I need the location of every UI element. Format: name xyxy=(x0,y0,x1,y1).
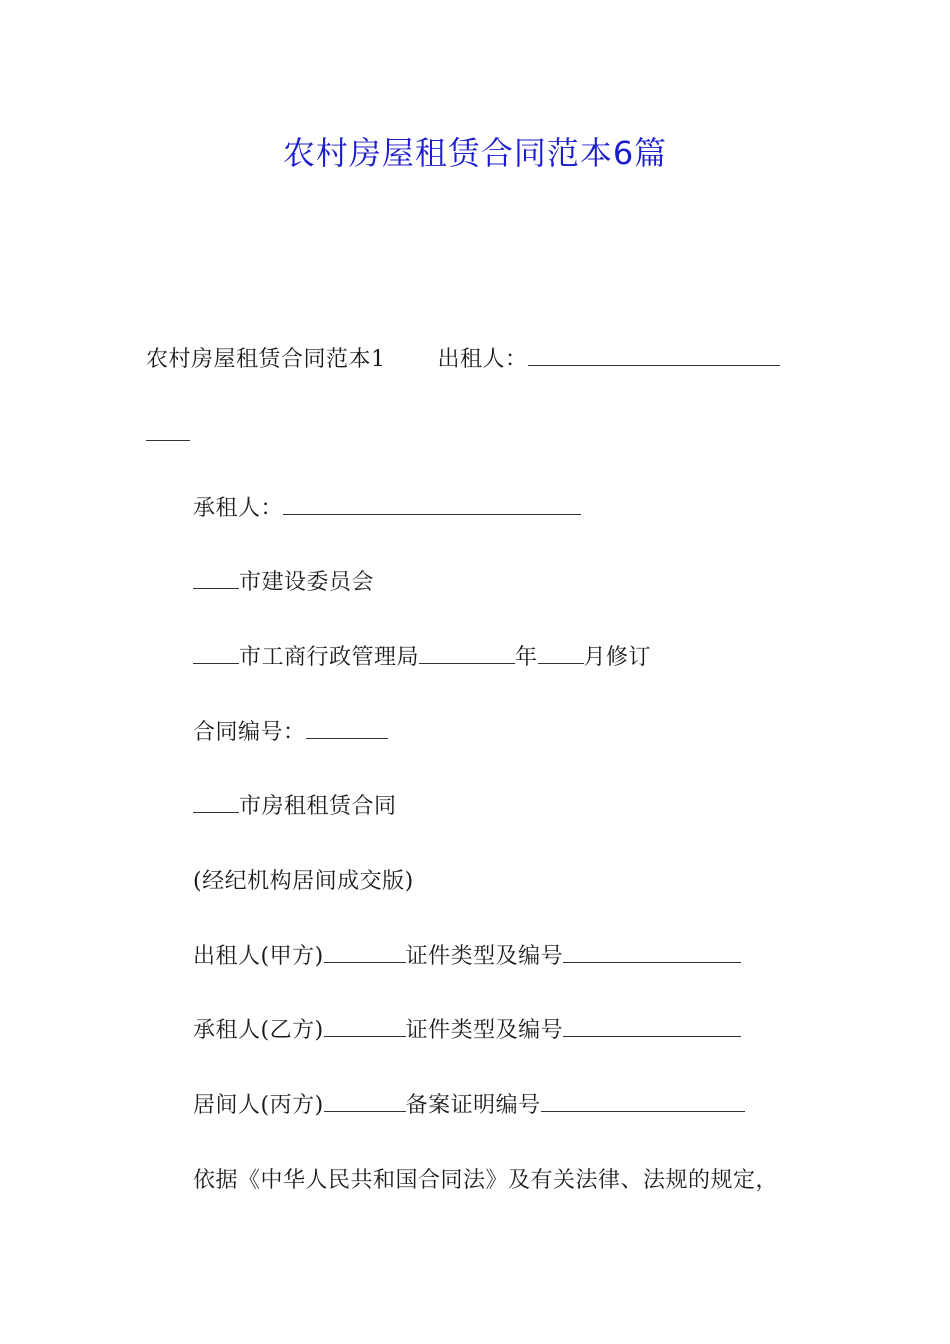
lessee-blank xyxy=(283,494,581,515)
party-b-id-blank xyxy=(563,1016,741,1037)
document-title: 农村房屋租赁合同范本6篇 xyxy=(282,134,668,172)
line-contract-number xyxy=(193,718,388,748)
party-c-record-label: 备案证明编号 xyxy=(405,1093,541,1118)
contract-number-label: 合同编号： xyxy=(193,720,306,745)
line-contract-name xyxy=(193,792,397,822)
contract-name-text: 市房租租赁合同 xyxy=(239,794,397,819)
year-label: 年 xyxy=(515,645,538,670)
line-legal-basis xyxy=(193,1166,778,1196)
edition-text: (经纪机构居间成交版) xyxy=(193,869,414,894)
party-c-name-blank xyxy=(324,1091,406,1112)
lessor-blank-continued xyxy=(146,420,190,441)
commerce-bureau-text: 市工商行政管理局 xyxy=(239,645,420,670)
party-c-label: 居间人(丙方) xyxy=(193,1093,324,1118)
party-a-id-label: 证件类型及编号 xyxy=(405,944,564,969)
line-revision xyxy=(193,643,651,673)
party-c-record-blank xyxy=(541,1091,745,1112)
city-blank xyxy=(193,643,239,664)
contract-number-blank xyxy=(306,718,388,739)
line-party-c xyxy=(193,1091,745,1121)
party-a-label: 出租人(甲方) xyxy=(193,944,324,969)
legal-basis-text: 依据《中华人民共和国合同法》及有关法律、法规的规定， xyxy=(193,1168,779,1193)
party-a-id-blank xyxy=(563,942,741,963)
party-b-label: 承租人(乙方) xyxy=(193,1018,324,1043)
line-section-heading-and-lessor xyxy=(146,345,780,375)
party-b-id-label: 证件类型及编号 xyxy=(405,1018,564,1043)
lessor-label: 出租人： xyxy=(437,347,528,372)
city-blank xyxy=(193,792,239,813)
line-party-b xyxy=(193,1016,741,1046)
year-blank xyxy=(419,643,515,664)
city-blank xyxy=(193,568,239,589)
month-blank xyxy=(538,643,584,664)
construction-committee-text: 市建设委员会 xyxy=(239,570,375,595)
line-edition xyxy=(193,867,414,897)
line-construction-committee xyxy=(193,568,374,598)
lessor-blank xyxy=(528,345,780,366)
line-lessor-blank-continued xyxy=(146,420,190,450)
line-party-a xyxy=(193,942,741,972)
party-b-name-blank xyxy=(324,1016,406,1037)
month-revised-label: 月修订 xyxy=(583,645,652,670)
line-lessee xyxy=(193,494,581,524)
lessee-label: 承租人： xyxy=(193,496,284,521)
party-a-name-blank xyxy=(324,942,406,963)
section-heading: 农村房屋租赁合同范本1 xyxy=(146,347,386,372)
